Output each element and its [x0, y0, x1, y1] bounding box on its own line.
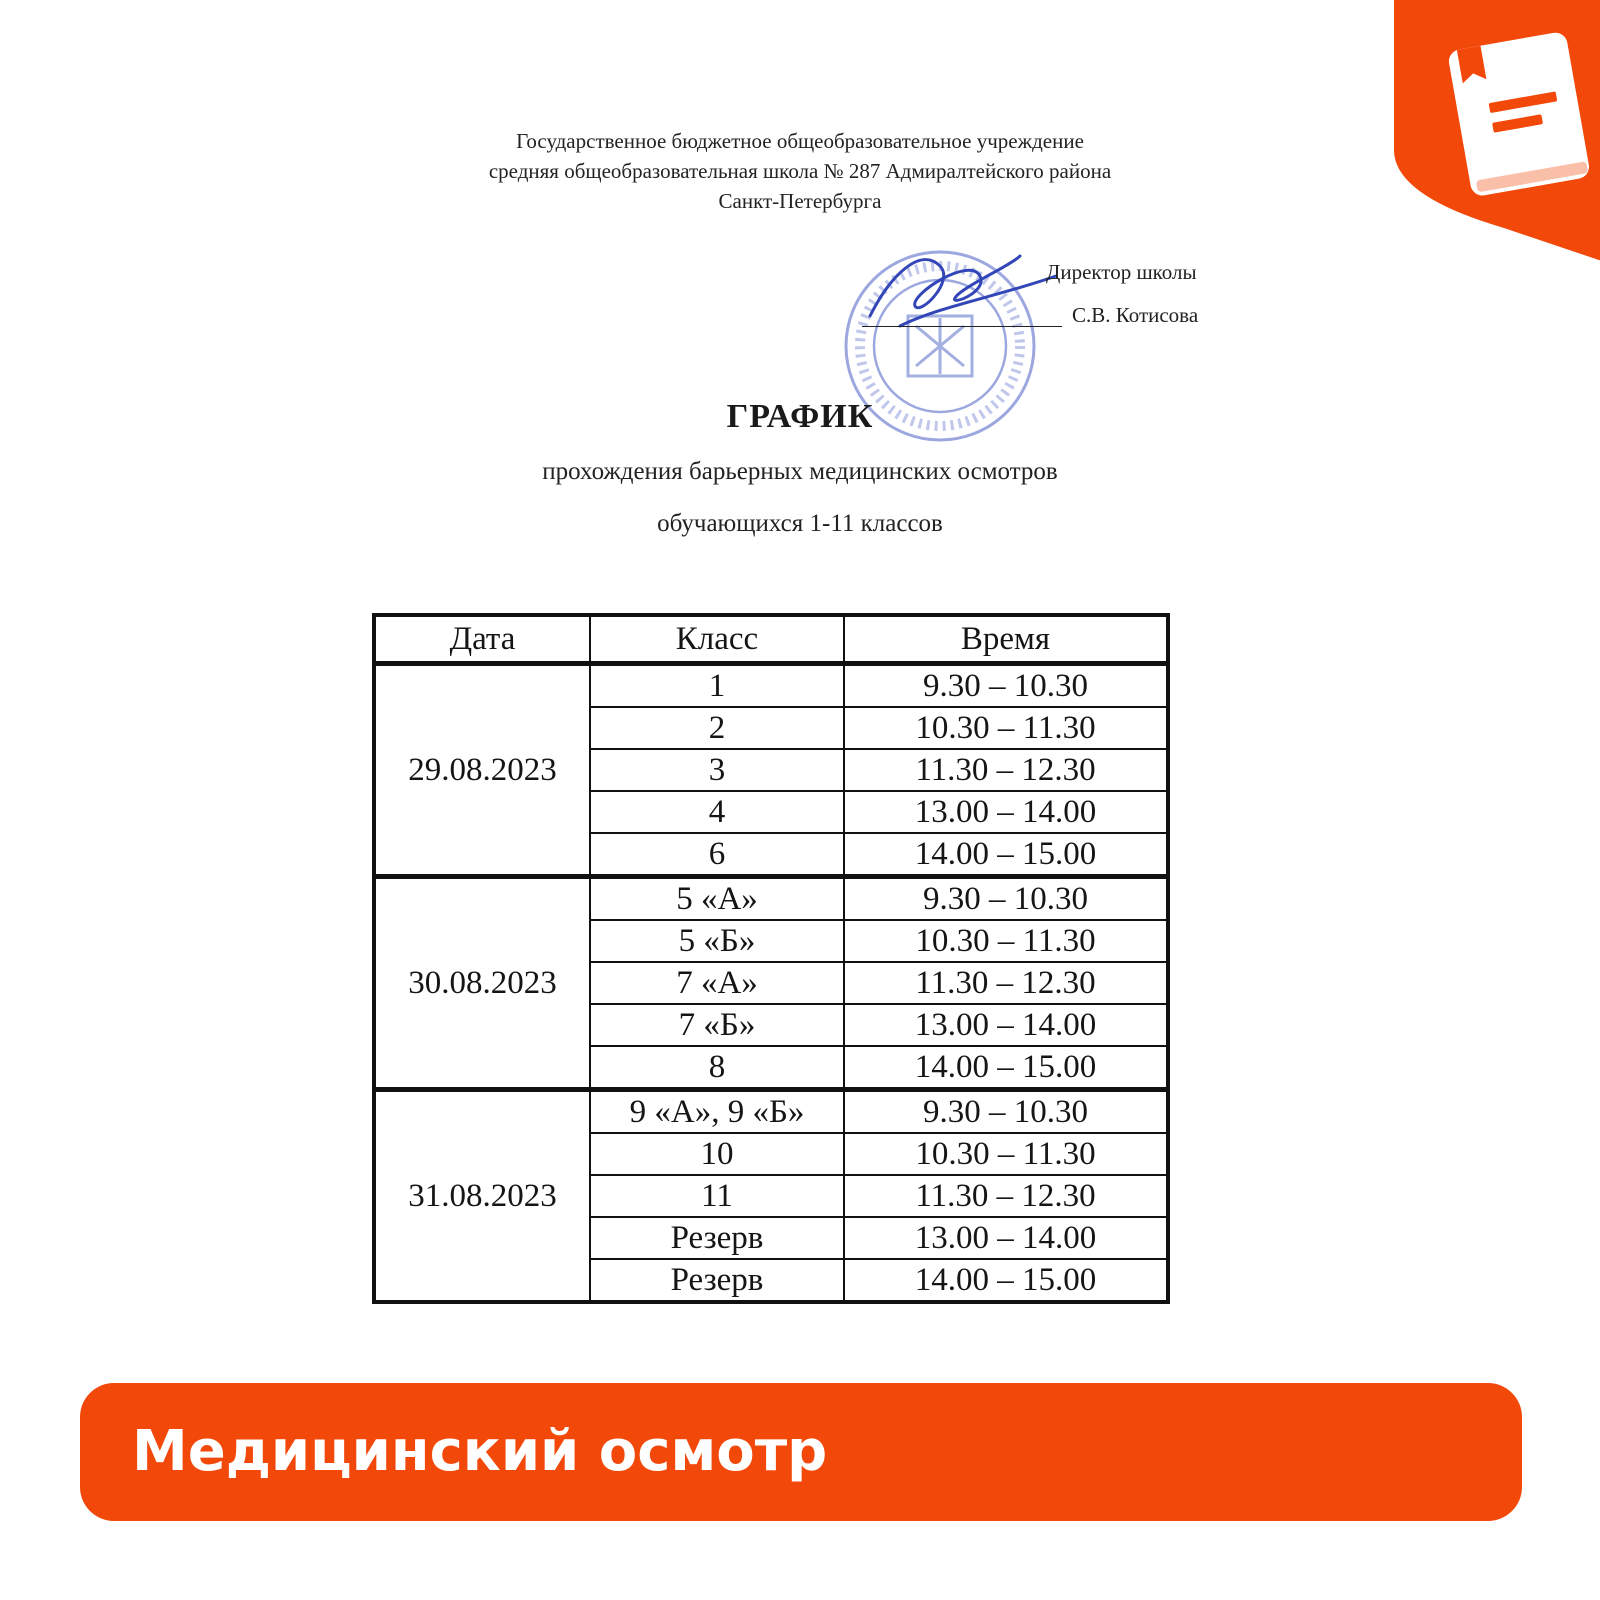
header-line-2: средняя общеобразовательная школа № 287 Адмиралтейского района [488, 159, 1112, 183]
time-cell: 14.00 – 15.00 [844, 1259, 1168, 1302]
time-cell: 11.30 – 12.30 [844, 962, 1168, 1004]
class-cell: 8 [590, 1046, 844, 1090]
class-cell: Резерв [590, 1259, 844, 1302]
time-cell: 9.30 – 10.30 [844, 664, 1168, 708]
header-line-3: Санкт-Петербурга [718, 189, 882, 213]
class-cell: 9 «А», 9 «Б» [590, 1090, 844, 1134]
director-name: С.В. Котисова [1072, 303, 1199, 327]
header-time: Время [844, 615, 1168, 664]
time-cell: 13.00 – 14.00 [844, 1217, 1168, 1259]
class-cell: 5 «А» [590, 877, 844, 921]
approval-title: Директор школы [1046, 260, 1197, 284]
time-cell: 14.00 – 15.00 [844, 1046, 1168, 1090]
date-cell: 29.08.2023 [374, 664, 590, 877]
document-subtitle-2: обучающихся 1-11 классов [657, 510, 943, 537]
table-row [374, 877, 1168, 921]
header-line-1: Государственное бюджетное общеобразовательное учреждение [516, 129, 1084, 153]
institution-header [0, 126, 1600, 216]
signature-icon [860, 236, 1060, 346]
class-cell: 1 [590, 664, 844, 708]
time-cell: 9.30 – 10.30 [844, 1090, 1168, 1134]
schedule-table [372, 613, 1170, 1304]
time-cell: 11.30 – 12.30 [844, 749, 1168, 791]
time-cell: 10.30 – 11.30 [844, 707, 1168, 749]
table-header-row [374, 615, 1168, 664]
class-cell: Резерв [590, 1217, 844, 1259]
banner-title: Медицинский осмотр [132, 1419, 828, 1484]
title-banner [80, 1383, 1522, 1521]
table-row [374, 1090, 1168, 1134]
class-cell: 7 «А» [590, 962, 844, 1004]
time-cell: 13.00 – 14.00 [844, 1004, 1168, 1046]
time-cell: 14.00 – 15.00 [844, 833, 1168, 877]
class-cell: 4 [590, 791, 844, 833]
signature-line [862, 326, 1062, 327]
header-class: Класс [590, 615, 844, 664]
time-cell: 10.30 – 11.30 [844, 920, 1168, 962]
class-cell: 2 [590, 707, 844, 749]
class-cell: 6 [590, 833, 844, 877]
document-title: ГРАФИК [726, 398, 874, 435]
class-cell: 3 [590, 749, 844, 791]
time-cell: 9.30 – 10.30 [844, 877, 1168, 921]
class-cell: 5 «Б» [590, 920, 844, 962]
time-cell: 10.30 – 11.30 [844, 1133, 1168, 1175]
class-cell: 10 [590, 1133, 844, 1175]
date-cell: 30.08.2023 [374, 877, 590, 1090]
class-cell: 7 «Б» [590, 1004, 844, 1046]
schedule-table-wrapper [372, 613, 1170, 1304]
time-cell: 11.30 – 12.30 [844, 1175, 1168, 1217]
time-cell: 13.00 – 14.00 [844, 791, 1168, 833]
document-subtitle-1: прохождения барьерных медицинских осмотров [542, 458, 1058, 485]
date-cell: 31.08.2023 [374, 1090, 590, 1303]
class-cell: 11 [590, 1175, 844, 1217]
table-row [374, 664, 1168, 708]
header-date: Дата [374, 615, 590, 664]
